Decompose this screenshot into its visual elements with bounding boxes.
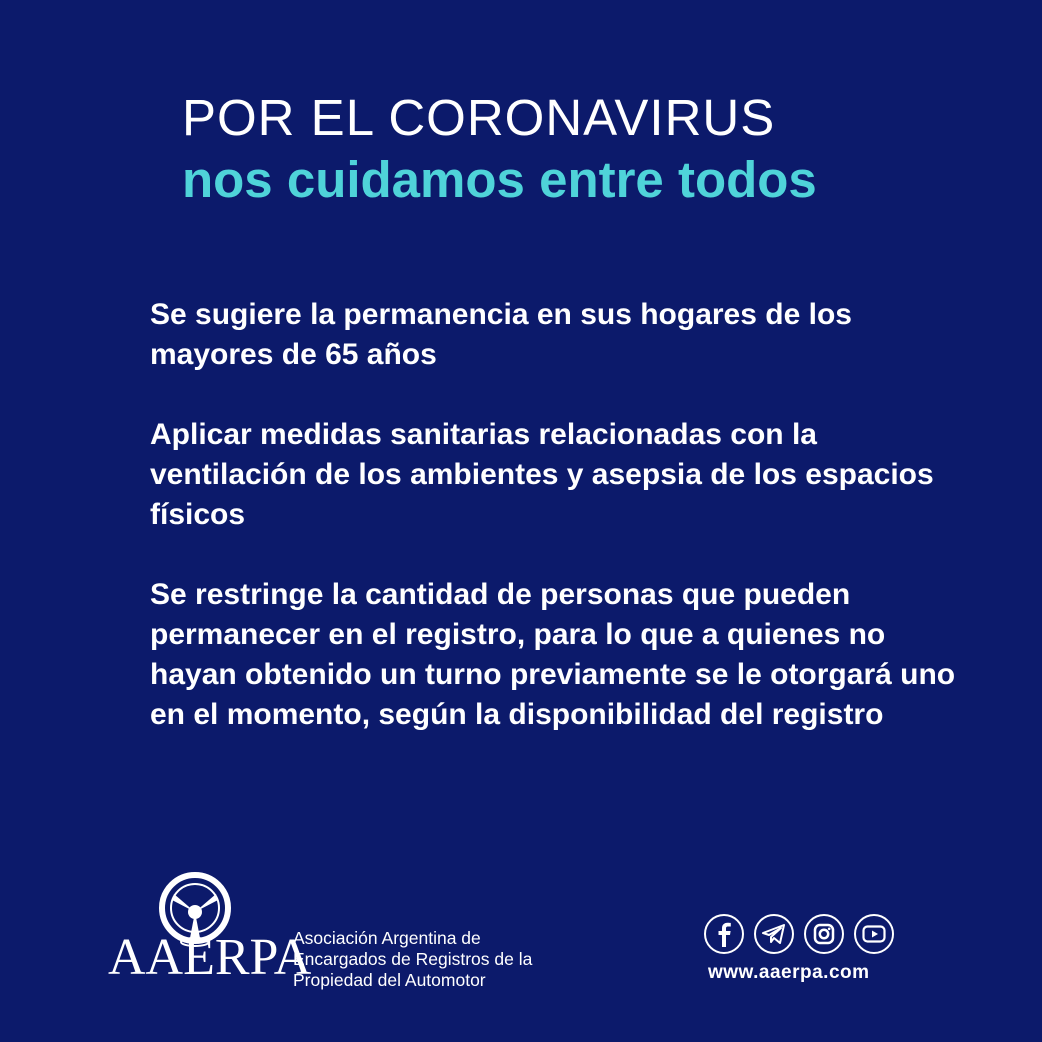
instagram-icon[interactable] bbox=[804, 914, 844, 954]
logo-wordmark: AAERPA bbox=[108, 929, 312, 986]
aaerpa-logo bbox=[108, 872, 312, 988]
social-links bbox=[704, 914, 894, 954]
organization-line: Propiedad del Automotor bbox=[293, 970, 486, 990]
telegram-icon[interactable] bbox=[754, 914, 794, 954]
website-link[interactable]: www.aaerpa.com bbox=[708, 962, 870, 983]
headline-subtitle: nos cuidamos entre todos bbox=[182, 151, 817, 208]
organization-line: Asociación Argentina de bbox=[293, 928, 481, 948]
youtube-icon[interactable] bbox=[854, 914, 894, 954]
recommendations-list bbox=[150, 295, 970, 775]
headline-title: POR EL CORONAVIRUS bbox=[182, 89, 776, 146]
recommendation-item: Aplicar medidas sanitarias relacionadas con la ventilación de los ambientes y asepsia de los espacios físicos bbox=[150, 418, 934, 531]
facebook-icon[interactable] bbox=[704, 914, 744, 954]
headline bbox=[182, 88, 817, 212]
organization-name bbox=[293, 928, 532, 991]
organization-line: Encargados de Registros de la bbox=[293, 949, 533, 969]
recommendation-item: Se sugiere la permanencia en sus hogares de los mayores de 65 años bbox=[150, 298, 852, 371]
recommendation-item: Se restringe la cantidad de personas que pueden permanecer en el registro, para lo que a quienes no hayan obtenido un turno previamente se le otorgará uno en el momento, según la disponibilidad del registro bbox=[150, 578, 956, 731]
